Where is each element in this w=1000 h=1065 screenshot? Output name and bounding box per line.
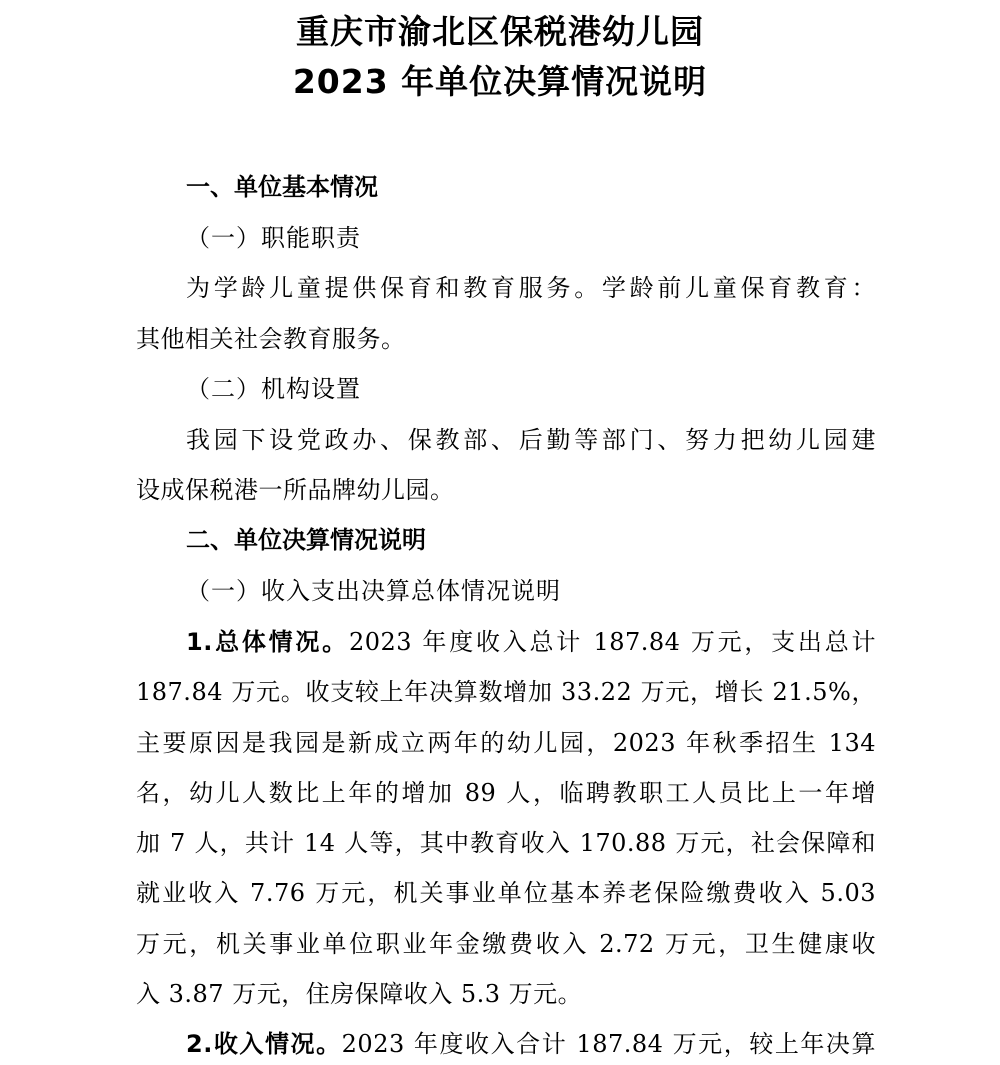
paragraph-overall-line-4: 名，幼儿人数比上年的增加 89 人，临聘教职工人员比上一年增 [136, 779, 876, 807]
paragraph-overall-line-5: 加 7 人，共计 14 人等，其中教育收入 170.88 万元，社会保障和 [136, 829, 876, 857]
section-heading-final-accounts: 二、单位决算情况说明 [186, 526, 426, 554]
document-title-line-2: 2023 年单位决算情况说明 [292, 62, 708, 101]
paragraph-overall-line-2: 187.84 万元。收支较上年决算数增加 33.22 万元，增长 21.5%， [136, 678, 876, 706]
paragraph-income-lead: 2.收入情况。 [186, 1030, 342, 1058]
document-title-line-1: 重庆市渝北区保税港幼儿园 [296, 12, 704, 51]
subheading-income-expense-overview: （一）收入支出决算总体情况说明 [186, 577, 561, 605]
paragraph-overall-line-8: 入 3.87 万元，住房保障收入 5.3 万元。 [136, 980, 583, 1008]
paragraph-overall-line-7: 万元，机关事业单位职业年金缴费收入 2.72 万元，卫生健康收 [136, 930, 876, 958]
paragraph-overall-line-1-text: 2023 年度收入总计 187.84 万元，支出总计 [348, 628, 876, 656]
paragraph-organization-line-1: 我园下设党政办、保教部、后勤等部门、努力把幼儿园建 [186, 426, 876, 454]
paragraph-functions-line-1: 为学龄儿童提供保育和教育服务。学龄前儿童保育教育： [186, 274, 876, 302]
paragraph-income-line-1 [186, 1029, 876, 1059]
paragraph-overall-lead: 1.总体情况。 [186, 628, 349, 656]
paragraph-organization-line-2: 设成保税港一所品牌幼儿园。 [136, 476, 455, 504]
paragraph-overall-line-6: 就业收入 7.76 万元，机关事业单位基本养老保险缴费收入 5.03 [136, 879, 876, 907]
paragraph-functions-line-2: 其他相关社会教育服务。 [136, 325, 406, 353]
paragraph-overall-line-1 [186, 627, 876, 657]
paragraph-overall-line-3: 主要原因是我园是新成立两年的幼儿园，2023 年秋季招生 134 [136, 729, 876, 757]
subheading-organization: （二）机构设置 [186, 375, 361, 403]
subheading-functions: （一）职能职责 [186, 224, 361, 252]
paragraph-income-line-1-text: 2023 年度收入合计 187.84 万元，较上年决算 [341, 1030, 876, 1058]
section-heading-basic-info: 一、单位基本情况 [186, 173, 378, 201]
